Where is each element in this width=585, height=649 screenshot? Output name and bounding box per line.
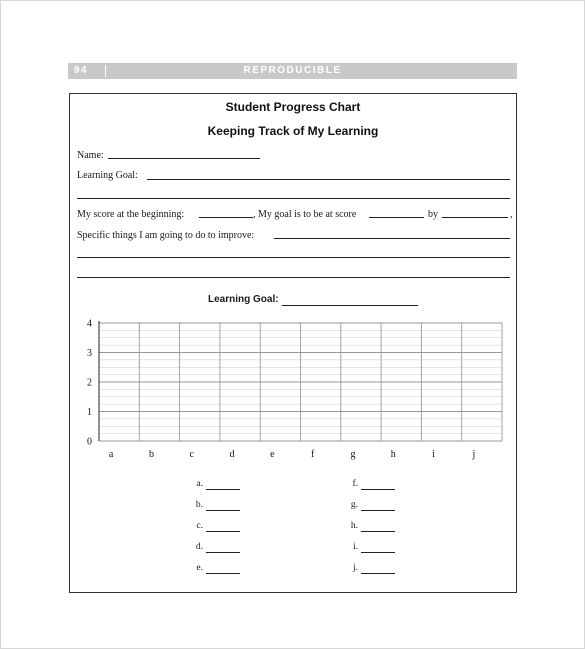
worksheet-subtitle: Keeping Track of My Learning [207, 124, 379, 138]
end-comma: , [510, 209, 513, 220]
x-tick-label: c [189, 449, 194, 460]
answer-label-left: b. [195, 500, 203, 510]
improve-label: Specific things I am going to do to improve: [77, 230, 255, 241]
answer-field-left[interactable] [206, 531, 240, 532]
answer-label-left: d. [195, 542, 203, 552]
answer-label-left: c. [196, 521, 203, 531]
answer-field-left[interactable] [206, 573, 240, 574]
progress-chart [70, 94, 516, 592]
learning-goal-label: Learning Goal: [77, 170, 138, 181]
answer-field-left[interactable] [206, 510, 240, 511]
y-tick-label: 4 [87, 318, 92, 330]
answer-label-left: a. [196, 479, 203, 489]
by-label: by [428, 209, 438, 220]
answer-label-right: h. [350, 521, 358, 531]
page-header-bar [68, 63, 517, 79]
x-tick-label: f [310, 449, 315, 460]
x-tick-label: e [270, 449, 275, 460]
y-tick-label: 2 [87, 377, 92, 389]
x-tick-label: d [229, 449, 235, 460]
answer-field-left[interactable] [206, 552, 240, 553]
answer-field-left[interactable] [206, 489, 240, 490]
answer-label-right: g. [350, 500, 358, 510]
x-tick-label: h [390, 449, 396, 460]
worksheet-frame [69, 93, 517, 593]
x-tick-label: j [472, 449, 476, 460]
answer-field-right[interactable] [361, 531, 395, 532]
chart-goal-label: Learning Goal: [208, 294, 279, 305]
answer-field-right[interactable] [361, 489, 395, 490]
answer-field-right[interactable] [361, 510, 395, 511]
x-tick-label: g [350, 449, 356, 460]
score-begin-label: My score at the beginning: [77, 209, 185, 220]
x-tick-label: i [432, 449, 435, 460]
goal-score-label: , My goal is to be at score [253, 209, 357, 220]
x-tick-label: b [148, 449, 154, 460]
y-tick-label: 3 [87, 348, 92, 359]
answer-label-right: j. [352, 563, 358, 573]
name-label: Name: [77, 150, 104, 161]
answer-label-left: e. [196, 563, 203, 573]
page-number: 94 [74, 65, 89, 76]
reproducible-label: REPRODUCIBLE [243, 65, 342, 76]
y-tick-label: 0 [87, 436, 92, 448]
answer-label-right: f. [352, 479, 358, 489]
worksheet-title: Student Progress Chart [225, 100, 361, 114]
answer-field-right[interactable] [361, 552, 395, 553]
answer-field-right[interactable] [361, 573, 395, 574]
answer-label-right: i. [352, 542, 358, 552]
y-tick-label: 1 [87, 407, 92, 418]
x-tick-label: a [108, 449, 114, 460]
